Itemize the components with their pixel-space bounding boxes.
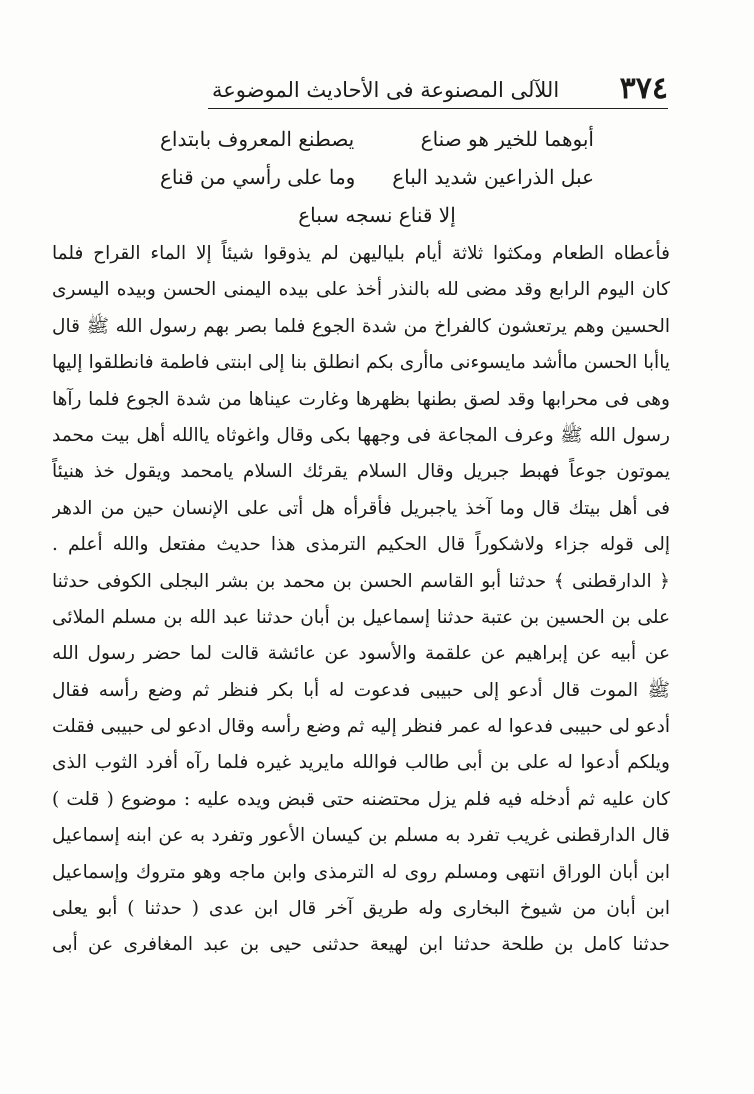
text-line: كان اليوم الرابع وقد مضى لله بالنذر أخذ على بيده اليمنى الحسن وبيده اليسرى xyxy=(52,279,670,301)
verse-second-hemistich: يصطنع المعروف بابتداع xyxy=(160,127,355,151)
text-line: ﴿ الدارقطنى ﴾ حدثنا أبو القاسم الحسن بن محمد بن بشر البجلى الكوفى حدثنا xyxy=(52,570,670,592)
poem-verse xyxy=(160,158,594,196)
text-line: فأعطاه الطعام ومكثوا ثلاثة أيام بلياليهن لم يذوقوا شيئاً إلا الماء القراح فلما xyxy=(52,243,670,264)
closing-hemistich: إلا قناع نسجه سباع xyxy=(298,203,456,227)
text-line: ويلكم أدعوا له على بن أبى طالب فوالله مايريد غيره فلما رآه أفرد الثوب الذى xyxy=(52,752,670,774)
verse-second-hemistich: وما على رأسي من قناع xyxy=(160,165,356,189)
text-line: ﷺ الموت قال أدعو إلى حبيبى فدعوت له أبا بكر فنظر ثم وضع رأسه فقال xyxy=(52,679,670,701)
text-line: الحسين وهم يرتعشون كالفراخ من شدة الجوع فلما بصر بهم رسول الله ﷺ قال xyxy=(52,315,670,337)
text-line: إلى قوله جزاء ولاشكوراً قال الحكيم الترمذى هذا حديث مفتعل والله أعلم . xyxy=(52,534,670,556)
text-line: فى أهل بيتك قال وما آخذ ياجبريل فأقرأه هل أتى على الإنسان حين من الدهر xyxy=(52,497,670,519)
text-line: ياأبا الحسن ماأشد مايسوءنى ماأرى بكم انطلق بنا إلى ابنتى فاطمة فانطلقوا إليها xyxy=(52,352,670,374)
text-line: رسول الله ﷺ وعرف المجاعة فى وجهها بكى وقال واغوثاه ياالله أهل بيت محمد xyxy=(52,424,670,446)
body-text xyxy=(52,236,670,964)
text-line: حدثنا كامل بن طلحة حدثنا ابن لهيعة حدثنى حيى بن عبد المغافرى عن أبى xyxy=(52,934,670,956)
text-line: عن أبيه عن إبراهيم عن علقمة والأسود عن عائشة قالت لما حضر رسول الله xyxy=(52,643,670,665)
poem-closing-line xyxy=(160,196,594,234)
text-line: ابن أبان الوراق انتهى ومسلم روى له الترمذى وابن ماجه وهو متروك وإسماعيل xyxy=(52,861,670,883)
poem-block xyxy=(160,120,594,234)
verse-first-hemistich: عبل الذراعين شديد الباع xyxy=(392,165,594,189)
page-number: ٣٧٤ xyxy=(619,71,668,106)
page-header xyxy=(208,68,668,109)
verse-first-hemistich: أبوهما للخير هو صناع xyxy=(420,127,594,151)
poem-verse xyxy=(160,120,594,158)
text-line: أدعو لى حبيبى فدعوا له عمر فنظر إليه ثم وضع رأسه وقال ادعو لى حبيبى فقلت xyxy=(52,716,670,738)
text-line: كان عليه ثم أدخله فيه فلم يزل محتضنه حتى قبض ويده عليه : موضوع ( قلت ) xyxy=(52,788,670,810)
text-line: ابن أبان من شيوخ البخارى وله طريق آخر قال ابن عدى ( حدثنا ) أبو يعلى xyxy=(52,898,670,920)
text-line: قال الدارقطنى غريب تفرد به مسلم بن كيسان الأعور وتفرد به عن ابنه إسماعيل xyxy=(52,825,670,847)
running-title: اللآلى المصنوعة فى الأحاديث الموضوعة xyxy=(212,78,560,102)
text-line: يموتون جوعاً فهبط جبريل وقال السلام يقرئك السلام يامحمد ويقول خذ هنيئاً xyxy=(52,461,670,483)
text-line: وهى فى محرابها وقد لصق بطنها بظهرها وغارت عيناها من شدة الجوع فلما رآها xyxy=(52,388,670,410)
text-line: على بن الحسين بن عتبة حدثنا إسماعيل بن أبان حدثنا عبد الله بن مسلم الملائى xyxy=(52,606,670,628)
